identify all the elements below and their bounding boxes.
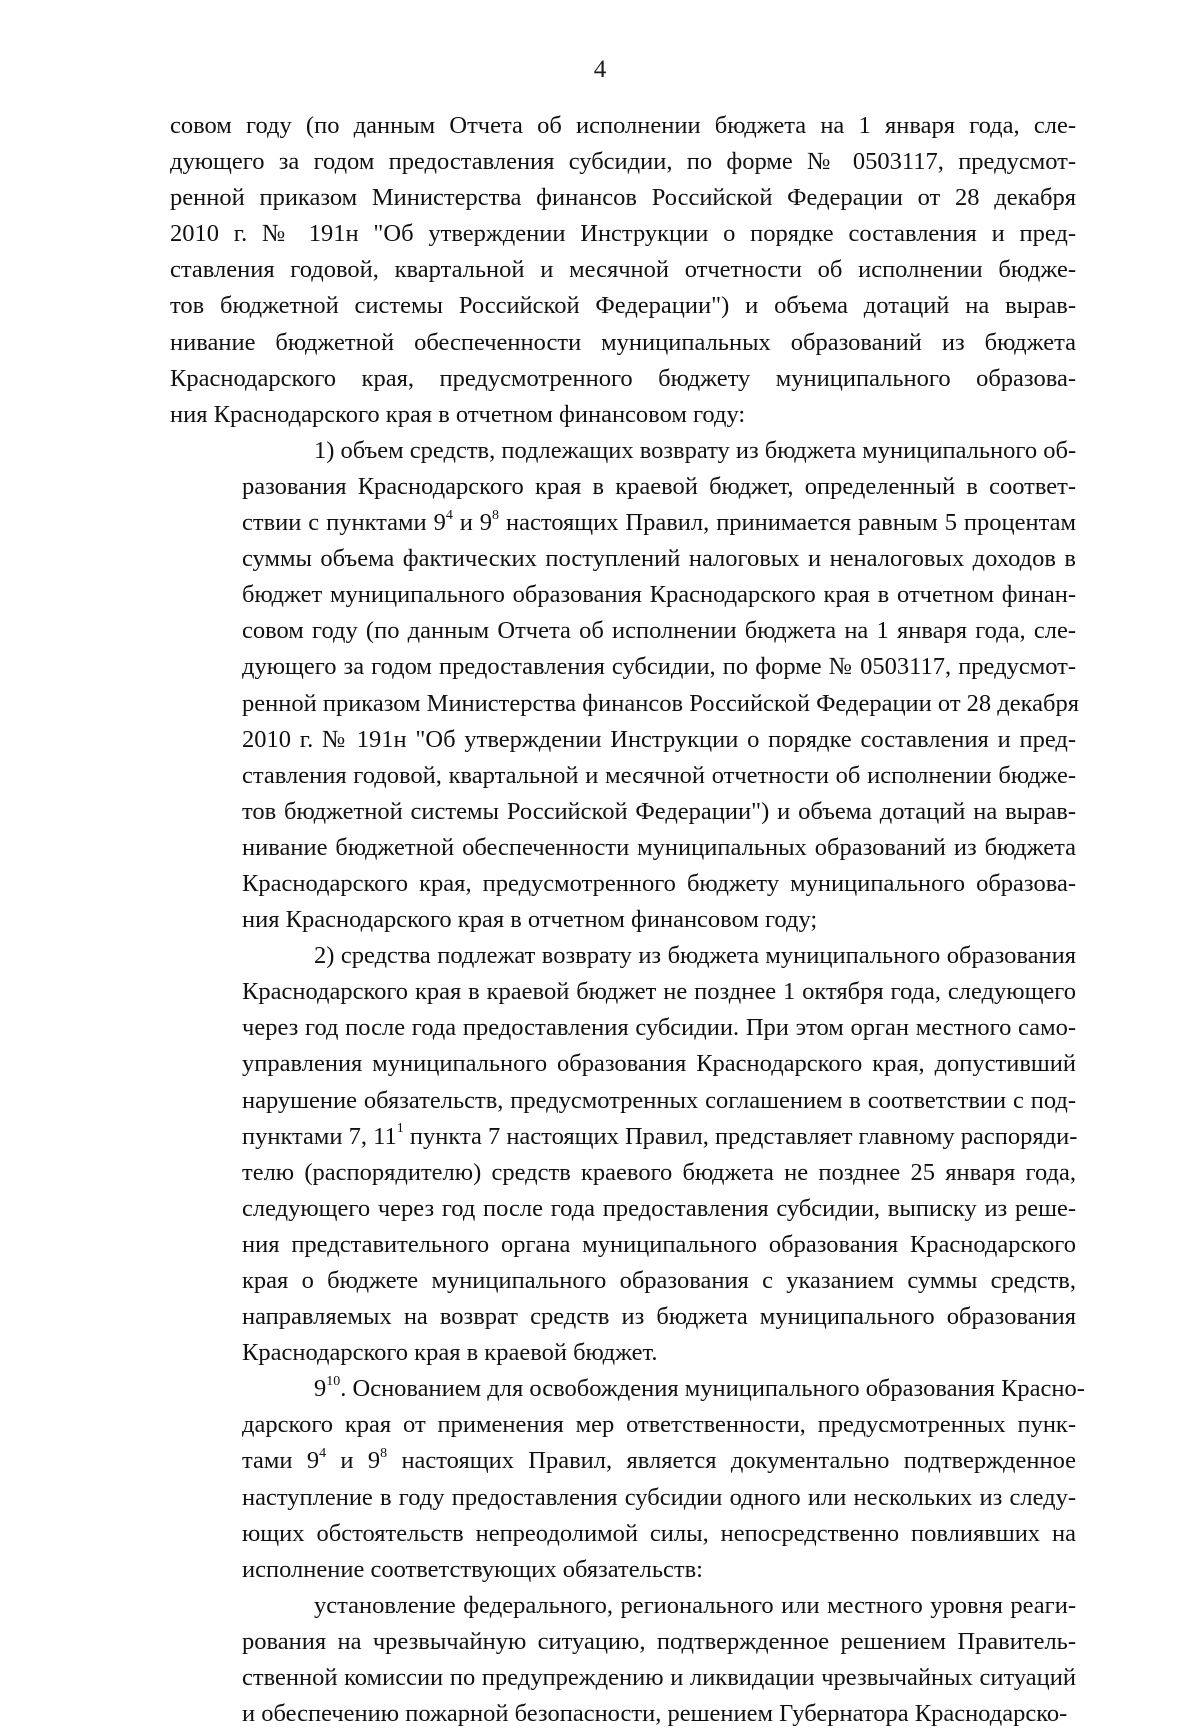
text-line: направляемых на возврат средств из бюджета муниципального образования xyxy=(242,1303,1076,1331)
text-line: тов бюджетной системы Российской Федерации") и объема дотаций на вырав- xyxy=(170,292,1076,320)
text-line: 2) средства подлежат возврату из бюджета муниципального образования xyxy=(314,942,1076,970)
text-line: Краснодарского края в краевой бюджет не позднее 1 октября года, следующего xyxy=(242,978,1076,1006)
paragraph xyxy=(170,433,1080,938)
text-line: ния Краснодарского края в отчетном финансовом году: xyxy=(170,400,746,428)
text-line: ния представительного органа муниципального образования Краснодарского xyxy=(242,1230,1076,1258)
text-line: суммы объема фактических поступлений налоговых и неналоговых доходов в xyxy=(242,545,1076,573)
text-line: ставления годовой, квартальной и месячной отчетности об исполнении бюдже- xyxy=(170,256,1076,284)
text-line: нивание бюджетной обеспеченности муниципальных образований из бюджета xyxy=(170,328,1076,356)
text-line: тов бюджетной системы Российской Федерации") и объема дотаций на вырав- xyxy=(242,797,1076,825)
text-line: через год после года предоставления субсидии. При этом орган местного само- xyxy=(242,1014,1076,1042)
document-body xyxy=(170,108,1085,1732)
paragraph xyxy=(170,938,1076,1371)
text-line: дующего за годом предоставления субсидии, по форме № 0503117, предусмот- xyxy=(170,148,1076,176)
page-number: 4 xyxy=(593,56,607,83)
text-line: ренной приказом Министерства финансов Российской Федерации от 28 декабря xyxy=(170,184,1076,212)
text-line: телю (распорядителю) средств краевого бюджета не позднее 25 января года, xyxy=(242,1158,1076,1186)
text-line: наступление в году предоставления субсидии одного или нескольких из следу- xyxy=(242,1483,1076,1511)
text-line: разования Краснодарского края в краевой бюджет, определенный в соответ- xyxy=(242,472,1076,500)
text-line: управления муниципального образования Краснодарского края, допустивший xyxy=(242,1050,1076,1078)
paragraph xyxy=(170,1588,1076,1732)
text-line: ния Краснодарского края в отчетном финансовом году; xyxy=(242,906,818,934)
text-line: пунктами 7, $11^1$ пункта 7 настоящих Правил, представляет главному распоряди- xyxy=(242,1121,1078,1150)
text-line: бюджет муниципального образования Краснодарского края в отчетном финан- xyxy=(242,581,1076,609)
text-line: тами $9^4$ и $9^8$ настоящих Правил, является документально подтвержденное xyxy=(242,1446,1076,1475)
text-line: 2010 г. № 191н "Об утверждении Инструкции о порядке составления и пред- xyxy=(242,725,1076,753)
text-line: дарского края от применения мер ответственности, предусмотренных пунк- xyxy=(242,1411,1076,1439)
text-line: нарушение обязательств, предусмотренных соглашением в соответствии с под- xyxy=(242,1086,1076,1114)
text-line: совом году (по данным Отчета об исполнении бюджета на 1 января года, сле- xyxy=(170,112,1076,139)
text-line: ственной комиссии по предупреждению и ликвидации чрезвычайных ситуаций xyxy=(242,1664,1076,1692)
text-line: установление федерального, регионального или местного уровня реаги- xyxy=(314,1591,1076,1619)
text-line: следующего через год после года предоставления субсидии, выписку из реше- xyxy=(242,1194,1076,1222)
text-line: $9^{10}$. Основанием для освобождения муниципального образования Красно- xyxy=(314,1374,1085,1403)
text-line: ствии с пунктами $9^4$ и $9^8$ настоящих Правил, принимается равным 5 процентам xyxy=(242,507,1076,537)
text-line: исполнение соответствующих обязательств: xyxy=(242,1555,703,1583)
text-line: дующего за годом предоставления субсидии, по форме № 0503117, предусмот- xyxy=(242,653,1076,681)
text-line: края о бюджете муниципального образования с указанием суммы средств, xyxy=(242,1267,1076,1294)
text-line: ставления годовой, квартальной и месячной отчетности об исполнении бюдже- xyxy=(242,761,1076,789)
text-line: ренной приказом Министерства финансов Российской Федерации от 28 декабря xyxy=(242,689,1080,717)
text-line: Краснодарского края, предусмотренного бюджету муниципального образова- xyxy=(242,869,1076,897)
paragraph xyxy=(170,1371,1085,1588)
text-line: нивание бюджетной обеспеченности муниципальных образований из бюджета xyxy=(242,833,1076,861)
text-line: ющих обстоятельств непреодолимой силы, непосредственно повлиявших на xyxy=(242,1519,1076,1547)
text-line: 2010 г. № 191н "Об утверждении Инструкции о порядке составления и пред- xyxy=(170,220,1076,248)
text-line: и обеспечению пожарной безопасности, решением Губернатора Краснодарско- xyxy=(242,1700,1068,1728)
paragraph xyxy=(170,108,1076,433)
text-line: совом году (по данным Отчета об исполнении бюджета на 1 января года, сле- xyxy=(242,617,1076,645)
text-line: 1) объем средств, подлежащих возврату из бюджета муниципального об- xyxy=(314,436,1077,464)
text-line: Краснодарского края, предусмотренного бюджету муниципального образова- xyxy=(170,364,1076,392)
text-line: рования на чрезвычайную ситуацию, подтвержденное решением Правитель- xyxy=(242,1627,1076,1655)
text-line: Краснодарского края в краевой бюджет. xyxy=(242,1339,658,1367)
